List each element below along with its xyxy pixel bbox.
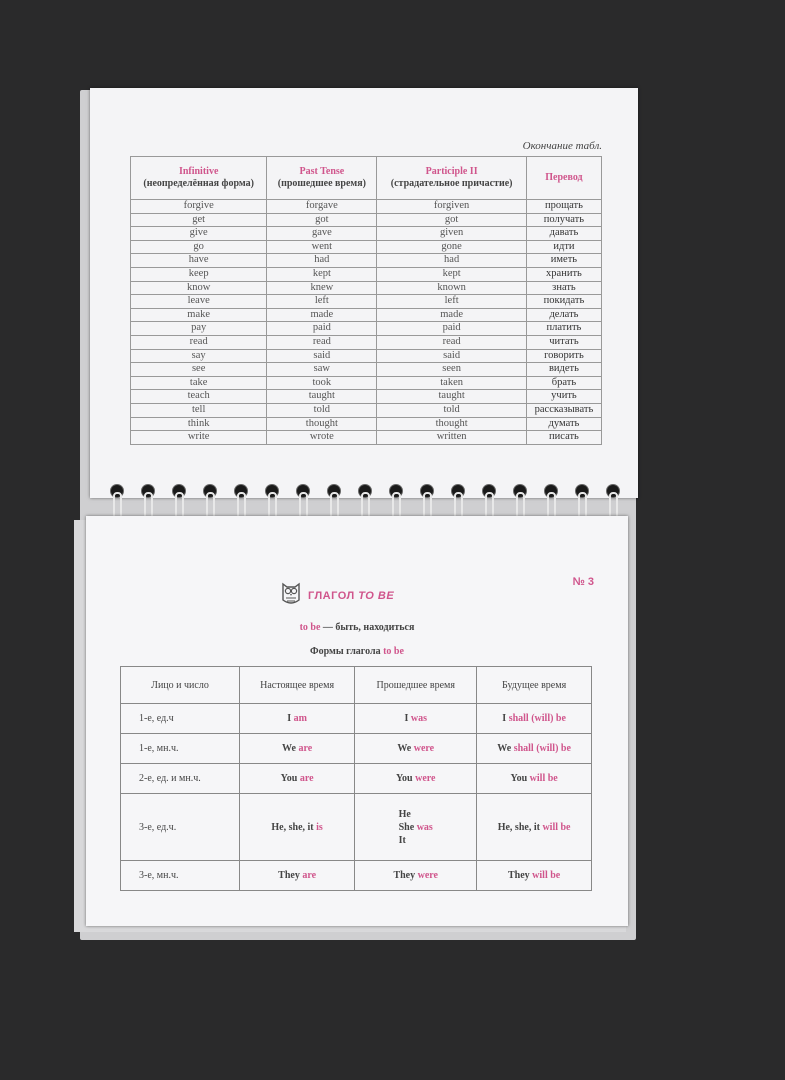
cell-infinitive: have <box>131 254 267 268</box>
cell-infinitive: tell <box>131 403 267 417</box>
cell-person: 3-е, мн.ч. <box>121 861 240 891</box>
cell-participle: read <box>377 335 527 349</box>
cell-participle: left <box>377 295 527 309</box>
cell-past: We were <box>355 734 477 764</box>
cell-past-tense: took <box>267 376 377 390</box>
bottom-page <box>86 516 628 926</box>
cell-present: They are <box>240 861 355 891</box>
cell-future: You will be <box>477 764 592 794</box>
cell-participle: gone <box>377 240 527 254</box>
cell-past-tense: saw <box>267 363 377 377</box>
table-row <box>121 704 592 734</box>
cell-past-tense: wrote <box>267 431 377 445</box>
cell-past: They were <box>355 861 477 891</box>
cell-past-tense: taught <box>267 390 377 404</box>
cell-participle: paid <box>377 322 527 336</box>
cell-person: 3-е, ед.ч. <box>121 794 240 861</box>
cell-participle: taught <box>377 390 527 404</box>
cell-past-tense: knew <box>267 281 377 295</box>
cell-person: 1-е, мн.ч. <box>121 734 240 764</box>
cell-infinitive: say <box>131 349 267 363</box>
header-past: Прошедшее время <box>355 667 477 704</box>
table-row <box>131 308 602 322</box>
section-heading: ГЛАГОЛ TO BE <box>308 590 395 602</box>
cell-translation: рассказывать <box>526 403 601 417</box>
cell-present: He, she, it is <box>240 794 355 861</box>
cell-participle: given <box>377 227 527 241</box>
to-be-forms-table <box>120 666 592 891</box>
cell-translation: брать <box>526 376 601 390</box>
cell-infinitive: keep <box>131 267 267 281</box>
cell-participle: said <box>377 349 527 363</box>
cell-infinitive: leave <box>131 295 267 309</box>
cell-past-tense: had <box>267 254 377 268</box>
table-row <box>131 227 602 241</box>
cell-translation: делать <box>526 308 601 322</box>
cell-participle: written <box>377 431 527 445</box>
cell-translation: иметь <box>526 254 601 268</box>
forms-title: Формы глагола to be <box>310 646 404 657</box>
cell-translation: платить <box>526 322 601 336</box>
irregular-verbs-table <box>130 156 602 445</box>
table-row <box>131 267 602 281</box>
table-row <box>131 349 602 363</box>
cell-present: You are <box>240 764 355 794</box>
table-row <box>121 861 592 891</box>
table-row <box>131 363 602 377</box>
cell-translation: хранить <box>526 267 601 281</box>
table-row <box>131 200 602 214</box>
owl-icon <box>280 580 302 606</box>
table-row <box>121 764 592 794</box>
cell-past-tense: said <box>267 349 377 363</box>
cell-person: 1-е, ед.ч <box>121 704 240 734</box>
table-row <box>131 431 602 445</box>
cell-past-tense: went <box>267 240 377 254</box>
cell-participle: kept <box>377 267 527 281</box>
cell-translation: давать <box>526 227 601 241</box>
cell-participle: told <box>377 403 527 417</box>
cell-translation: прощать <box>526 200 601 214</box>
table-header-row <box>131 157 602 200</box>
cell-past: I was <box>355 704 477 734</box>
cell-participle: taken <box>377 376 527 390</box>
cell-infinitive: read <box>131 335 267 349</box>
cell-infinitive: know <box>131 281 267 295</box>
cell-translation: говорить <box>526 349 601 363</box>
table-caption: Окончание табл. <box>522 140 602 152</box>
cell-infinitive: give <box>131 227 267 241</box>
header-present: Настоящее время <box>240 667 355 704</box>
cell-present: We are <box>240 734 355 764</box>
cell-translation: покидать <box>526 295 601 309</box>
cell-infinitive: write <box>131 431 267 445</box>
cell-person: 2-е, ед. и мн.ч. <box>121 764 240 794</box>
cell-infinitive: think <box>131 417 267 431</box>
cell-past-tense: made <box>267 308 377 322</box>
cell-translation: читать <box>526 335 601 349</box>
cell-past: You were <box>355 764 477 794</box>
table-row <box>131 335 602 349</box>
table-row <box>131 322 602 336</box>
cell-past-tense: paid <box>267 322 377 336</box>
cell-infinitive: go <box>131 240 267 254</box>
to-be-table-body <box>121 704 592 891</box>
cell-participle: got <box>377 213 527 227</box>
cell-past: He She was It <box>355 794 477 861</box>
cell-translation: получать <box>526 213 601 227</box>
header-participle: Participle II (страдательное причастие) <box>377 157 527 200</box>
table-row <box>131 417 602 431</box>
cell-past-tense: thought <box>267 417 377 431</box>
table-row <box>121 734 592 764</box>
cell-future: We shall (will) be <box>477 734 592 764</box>
cell-participle: forgiven <box>377 200 527 214</box>
header-infinitive: Infinitive (неопределённая форма) <box>131 157 267 200</box>
cell-past-tense: forgave <box>267 200 377 214</box>
cell-infinitive: see <box>131 363 267 377</box>
verb-meaning: to be — быть, находиться <box>299 622 415 633</box>
cell-past-tense: told <box>267 403 377 417</box>
cell-past-tense: left <box>267 295 377 309</box>
cell-participle: seen <box>377 363 527 377</box>
header-translation: Перевод <box>526 157 601 200</box>
table-row <box>131 376 602 390</box>
cell-translation: идти <box>526 240 601 254</box>
cell-present: I am <box>240 704 355 734</box>
table-row <box>131 213 602 227</box>
to-be-header-row <box>121 667 592 704</box>
header-past-tense: Past Tense (прошедшее время) <box>267 157 377 200</box>
cell-future: I shall (will) be <box>477 704 592 734</box>
cell-infinitive: pay <box>131 322 267 336</box>
cell-infinitive: get <box>131 213 267 227</box>
cell-participle: thought <box>377 417 527 431</box>
header-person: Лицо и число <box>121 667 240 704</box>
cell-infinitive: take <box>131 376 267 390</box>
cell-infinitive: forgive <box>131 200 267 214</box>
cell-past-tense: read <box>267 335 377 349</box>
cell-participle: made <box>377 308 527 322</box>
cell-translation: учить <box>526 390 601 404</box>
table-row <box>121 794 592 861</box>
cell-translation: знать <box>526 281 601 295</box>
table-row <box>131 281 602 295</box>
cell-past-tense: gave <box>267 227 377 241</box>
cell-translation: писать <box>526 431 601 445</box>
cell-translation: видеть <box>526 363 601 377</box>
cell-past-tense: kept <box>267 267 377 281</box>
cell-future: He, she, it will be <box>477 794 592 861</box>
top-page <box>90 88 638 498</box>
cell-infinitive: make <box>131 308 267 322</box>
cell-translation: думать <box>526 417 601 431</box>
exercise-number: № 3 <box>572 576 594 588</box>
header-future: Будущее время <box>477 667 592 704</box>
cell-past-tense: got <box>267 213 377 227</box>
cell-participle: known <box>377 281 527 295</box>
cell-infinitive: teach <box>131 390 267 404</box>
cell-future: They will be <box>477 861 592 891</box>
verbs-table-body <box>131 200 602 445</box>
table-row <box>131 295 602 309</box>
table-row <box>131 390 602 404</box>
table-row <box>131 403 602 417</box>
table-row <box>131 254 602 268</box>
cell-participle: had <box>377 254 527 268</box>
table-row <box>131 240 602 254</box>
